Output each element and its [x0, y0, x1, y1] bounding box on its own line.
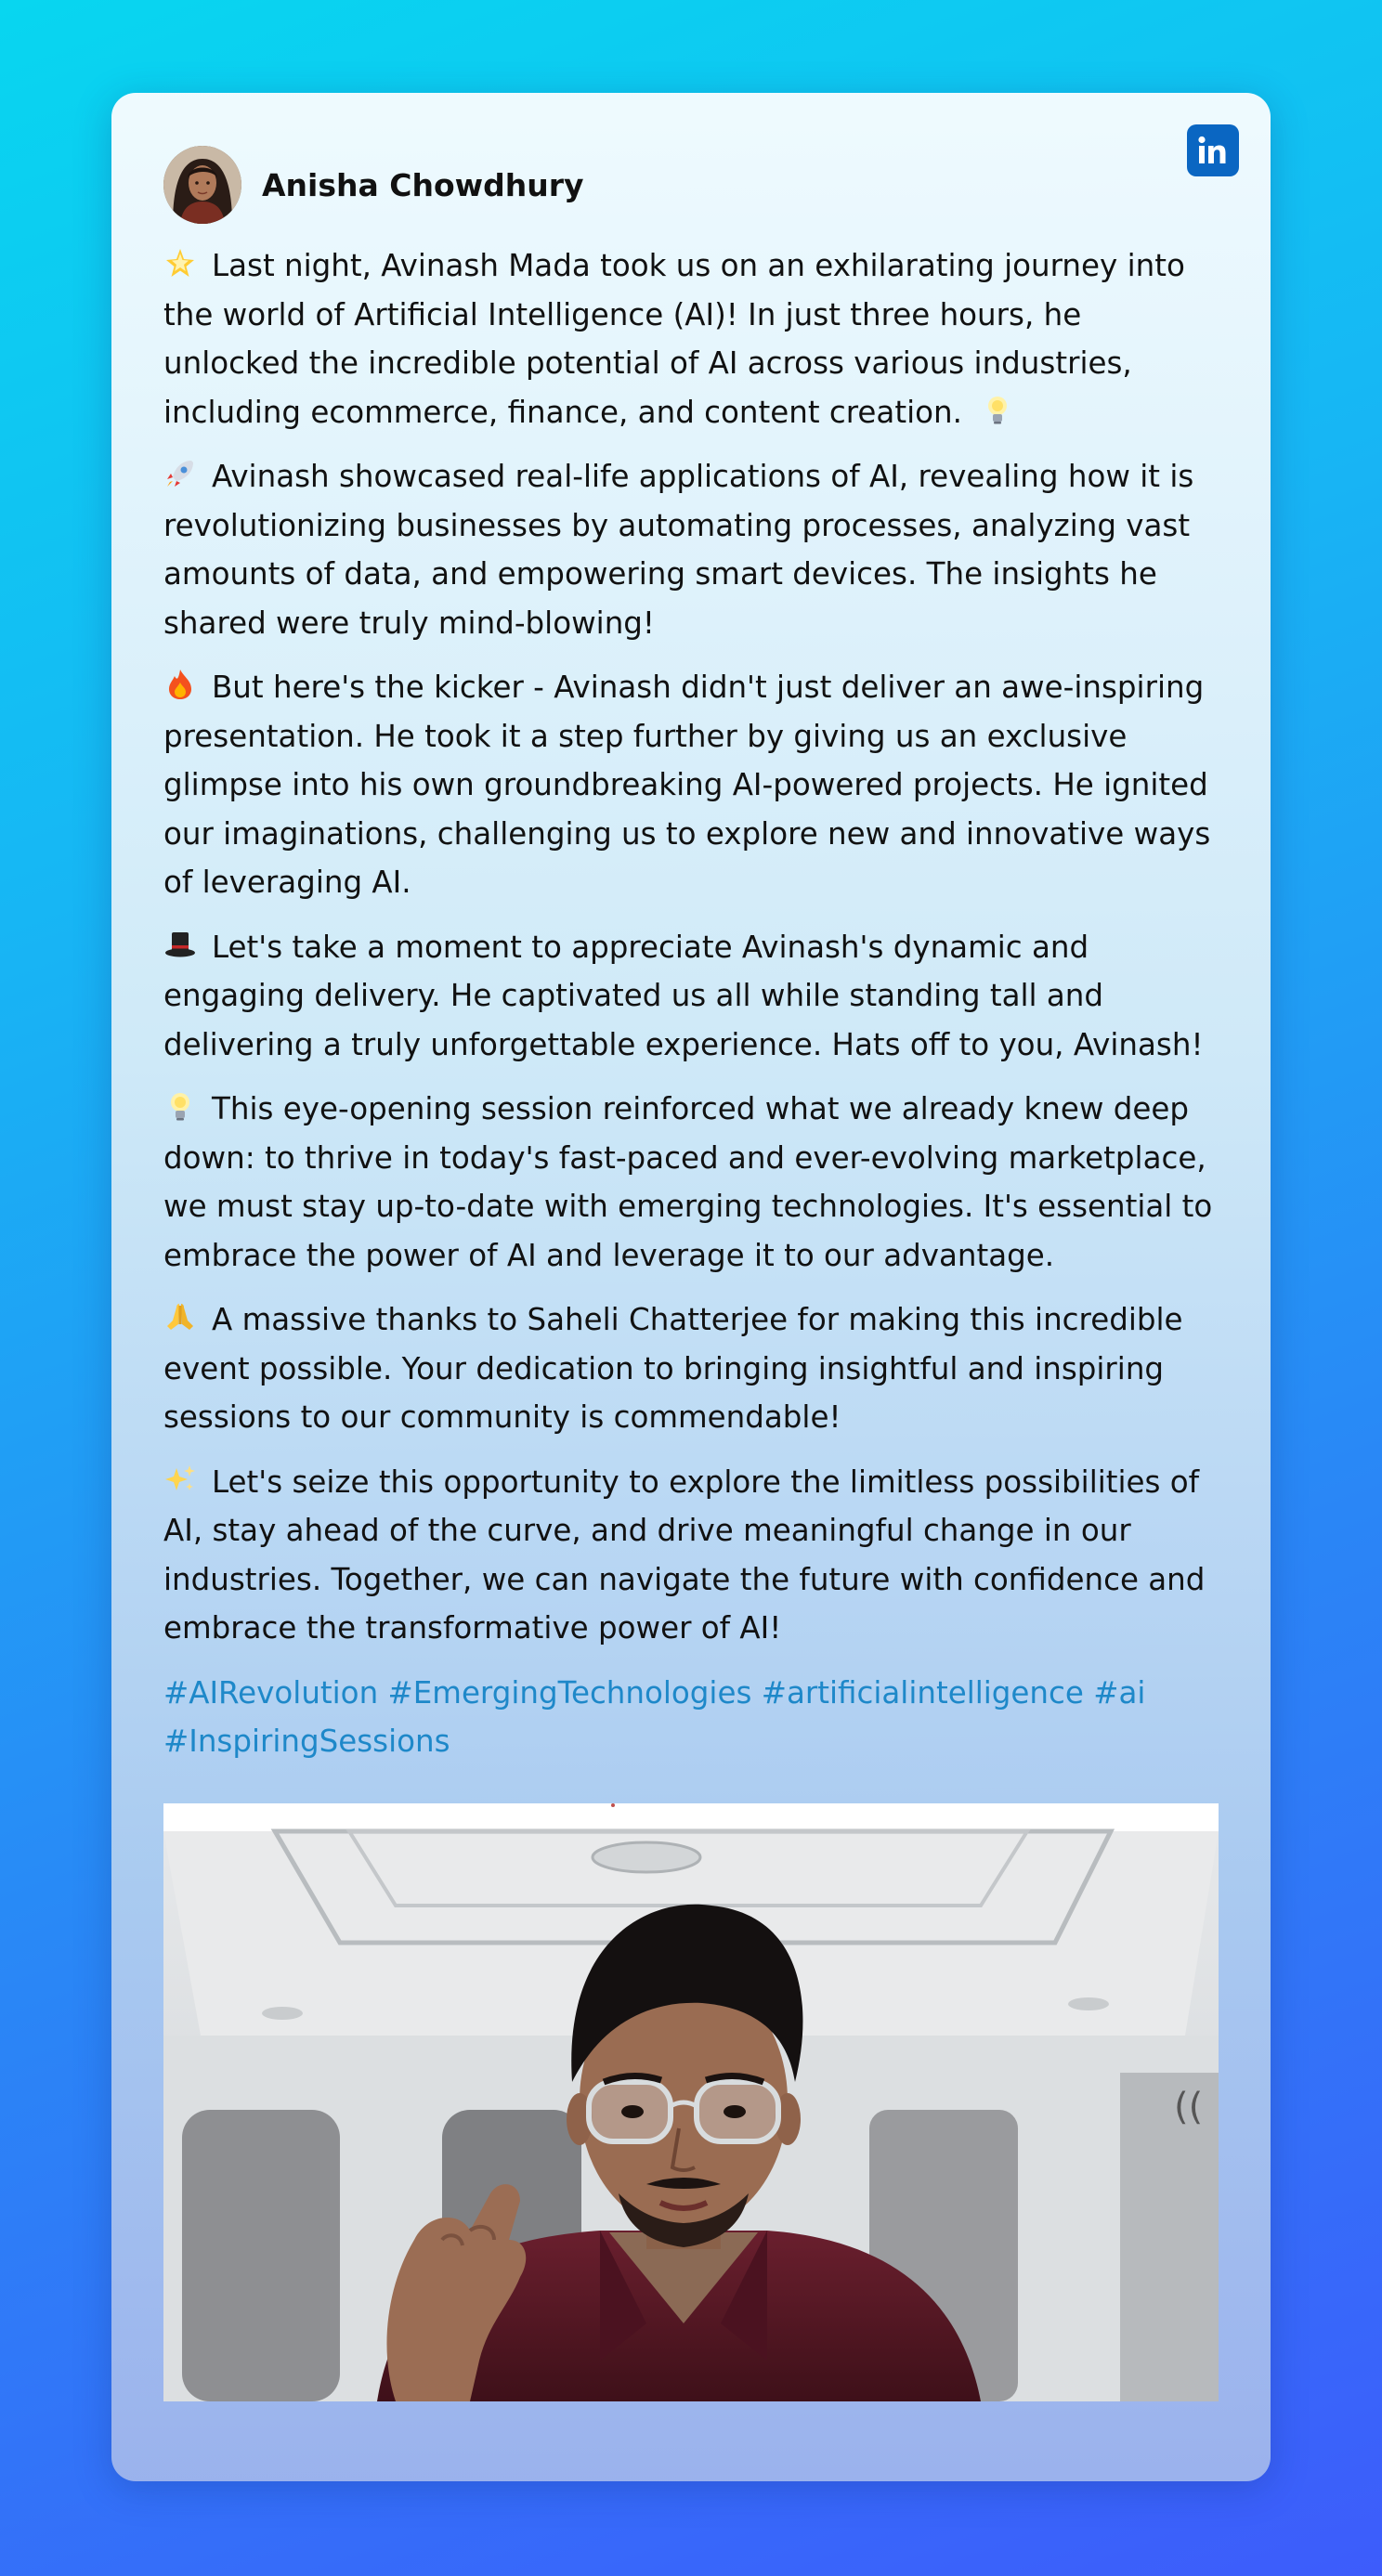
paragraph-text: Let's seize this opportunity to explore the limitless possibilities of AI, stay ahead of the curve, and drive meaningful change in our industries. Together, we can navigate the future with confidence and embrace the transformative power of AI!	[163, 1464, 1206, 1646]
sparkles-icon	[163, 1462, 197, 1495]
post-header	[163, 145, 1219, 225]
post-video-frame[interactable]	[163, 1803, 1219, 2401]
hashtag-link[interactable]: #AIRevolution	[163, 1674, 379, 1711]
hashtag-link[interactable]: #InspiringSessions	[163, 1724, 450, 1759]
svg-text:((: ((	[1174, 2086, 1204, 2128]
post-paragraph	[163, 241, 1219, 436]
light-bulb-icon	[981, 392, 1014, 425]
hashtag-link[interactable]: #artificialintelligence	[761, 1674, 1084, 1711]
post-paragraph	[163, 923, 1219, 1070]
paragraph-text: Avinash showcased real-life applications of AI, revealing how it is revolutionizing businesses by automating processes, analyzing vast amounts of data, and empowering smart devices. The insights he shared were truly mind-blowing!	[163, 459, 1194, 641]
post-card	[111, 93, 1271, 2481]
hashtags	[163, 1669, 1219, 1766]
paragraph-text: A massive thanks to Saheli Chatterjee for making this incredible event possible. Your dedication to bringing insightful and inspiring sessions to our community is commendable!	[163, 1302, 1183, 1435]
avatar[interactable]	[163, 146, 241, 224]
hashtag-link[interactable]: #EmergingTechnologies	[387, 1674, 752, 1711]
paragraph-text: Last night, Avinash Mada took us on an exhilarating journey into the world of Artificial Intelligence (AI)! In just three hours, he unlocked the incredible potential of AI across various industries, including ecommerce, finance, and content creation.	[163, 248, 1185, 430]
post-paragraph	[163, 1085, 1219, 1280]
post-paragraph	[163, 452, 1219, 647]
author-name[interactable]: Anisha Chowdhury	[262, 166, 584, 203]
glowing-star-icon	[163, 245, 197, 279]
hashtag-link[interactable]: #ai	[1093, 1674, 1146, 1711]
fire-icon	[163, 667, 197, 700]
rocket-icon	[163, 456, 197, 489]
paragraph-text: This eye-opening session reinforced what we already knew deep down: to thrive in today's fast-paced and ever-evolving marketplace, we must stay up-to-date with emerging technologies. It's essential to embrace the power of AI and leverage it to our advantage.	[163, 1091, 1213, 1273]
post-paragraph	[163, 1458, 1219, 1653]
paragraph-text: Let's take a moment to appreciate Avinash's dynamic and engaging delivery. He captivated us all while standing tall and delivering a truly unforgettable experience. Hats off to you, Avinash!	[163, 929, 1204, 1062]
post-paragraph	[163, 1295, 1219, 1442]
paragraph-text: But here's the kicker - Avinash didn't just deliver an awe-inspiring presentation. He took it a step further by giving us an exclusive glimpse into his own groundbreaking AI-powered projects. He ignited our imaginations, challenging us to explore new and innovative ways of leveraging AI.	[163, 670, 1211, 900]
top-hat-icon	[163, 927, 197, 960]
post-paragraph	[163, 663, 1219, 907]
light-bulb-icon	[163, 1088, 197, 1122]
linkedin-icon[interactable]	[1187, 124, 1239, 176]
folded-hands-icon	[163, 1299, 197, 1333]
